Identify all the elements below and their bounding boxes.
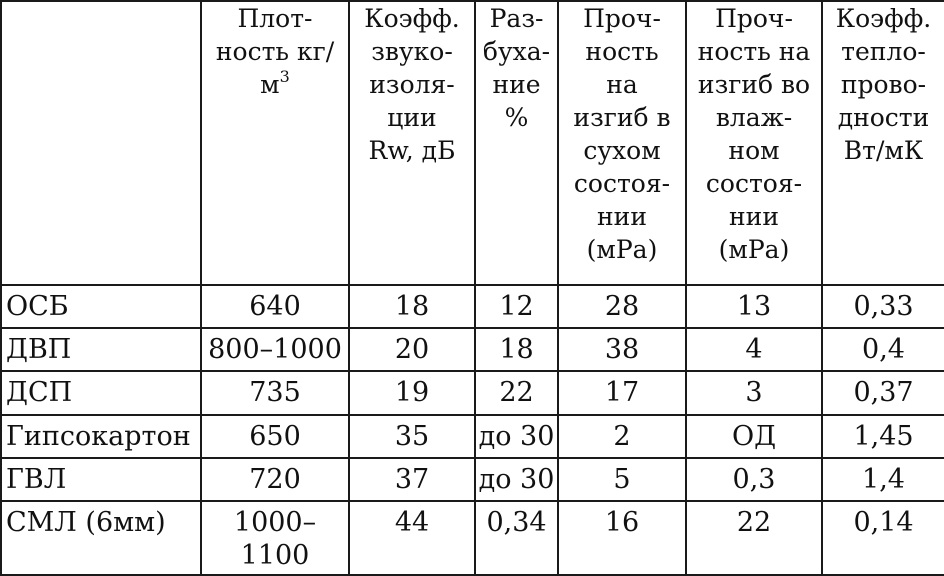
table-row [1, 501, 944, 575]
swell-cell: 12 [475, 285, 558, 328]
swell-cell: до 30 [475, 458, 558, 501]
swell-cell: 18 [475, 328, 558, 371]
swell-cell: до 30 [475, 415, 558, 458]
thermal-cell: 0,33 [822, 285, 944, 328]
table-row [1, 285, 944, 328]
table-row [1, 328, 944, 371]
thermal-cell: 1,45 [822, 415, 944, 458]
material-name: ОСБ [1, 285, 201, 328]
wet-strength-cell: 22 [686, 501, 822, 575]
wet-strength-cell: 0,3 [686, 458, 822, 501]
table-row [1, 371, 944, 414]
dry-strength-cell: 2 [558, 415, 686, 458]
thermal-cell: 1,4 [822, 458, 944, 501]
swell-cell: 22 [475, 371, 558, 414]
dry-strength-cell: 16 [558, 501, 686, 575]
dry-strength-cell: 5 [558, 458, 686, 501]
swell-cell: 0,34 [475, 501, 558, 575]
density-cell: 650 [201, 415, 349, 458]
material-name: СМЛ (6мм) [1, 501, 201, 575]
header-density: Плот- ность кг/ $м^3$ [201, 1, 349, 285]
sound-cell: 35 [349, 415, 475, 458]
sound-cell: 20 [349, 328, 475, 371]
wet-strength-cell: ОД [686, 415, 822, 458]
header-swelling: Раз- буха- ние % [475, 1, 558, 285]
density-cell: 1000– 1100 [201, 501, 349, 575]
wet-strength-cell: 3 [686, 371, 822, 414]
wet-strength-cell: 13 [686, 285, 822, 328]
table-row [1, 415, 944, 458]
header-thermal-conductivity: Коэфф. тепло- прово- дности Вт/мК [822, 1, 944, 285]
wet-strength-cell: 4 [686, 328, 822, 371]
density-cell: 735 [201, 371, 349, 414]
table-row [1, 458, 944, 501]
material-name: ГВЛ [1, 458, 201, 501]
thermal-cell: 0,37 [822, 371, 944, 414]
sound-cell: 37 [349, 458, 475, 501]
dry-strength-cell: 17 [558, 371, 686, 414]
material-name: ДСП [1, 371, 201, 414]
density-cell: 720 [201, 458, 349, 501]
thermal-cell: 0,4 [822, 328, 944, 371]
sound-cell: 18 [349, 285, 475, 328]
header-row [1, 1, 944, 285]
header-sound-insulation: Коэфф. звуко- изоля- ции Rw, дБ [349, 1, 475, 285]
header-bending-wet: Проч- ность на изгиб во влаж- ном состоя- нии (мРа) [686, 1, 822, 285]
density-cell: 640 [201, 285, 349, 328]
material-name: ДВП [1, 328, 201, 371]
header-material [1, 1, 201, 285]
dry-strength-cell: 38 [558, 328, 686, 371]
header-bending-dry: Проч- ность на изгиб в сухом состоя- нии (мРа) [558, 1, 686, 285]
density-unit-superscript: 3 [279, 66, 290, 86]
dry-strength-cell: 28 [558, 285, 686, 328]
thermal-cell: 0,14 [822, 501, 944, 575]
sound-cell: 19 [349, 371, 475, 414]
density-cell: 800–1000 [201, 328, 349, 371]
material-name: Гипсокартон [1, 415, 201, 458]
sound-cell: 44 [349, 501, 475, 575]
